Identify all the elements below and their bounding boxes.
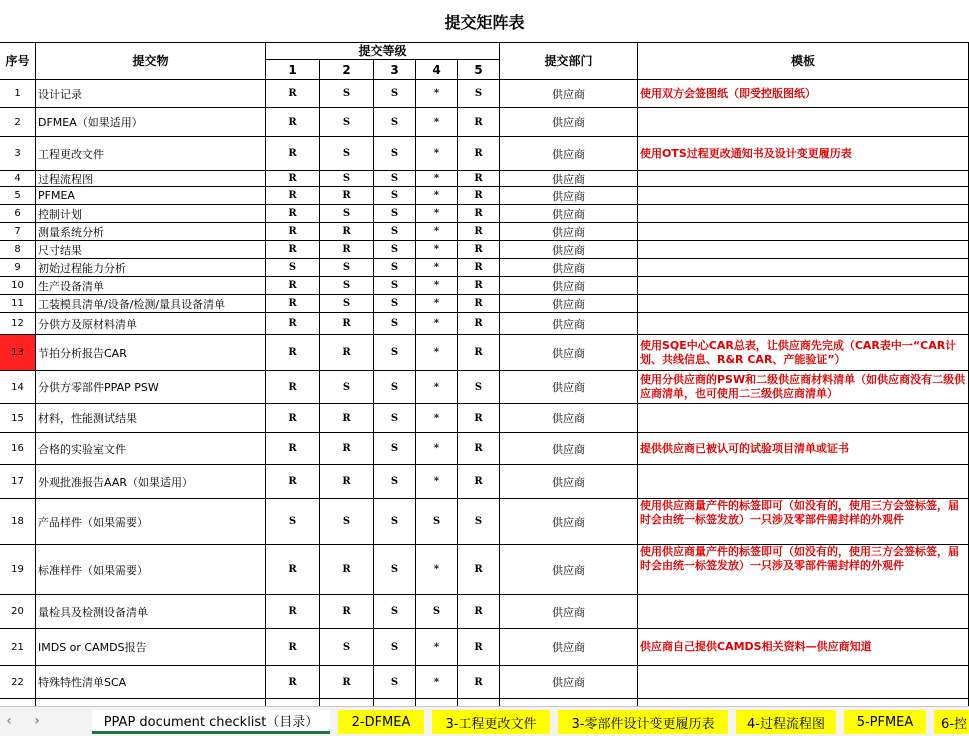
- grade-cell[interactable]: S: [458, 80, 500, 108]
- grade-cell[interactable]: R: [458, 595, 500, 629]
- grade-cell[interactable]: R: [266, 295, 320, 313]
- sheet-tab[interactable]: 3-工程更改文件: [432, 710, 550, 734]
- row-template[interactable]: 使用分供应商的PSW和二级供应商材料清单（如供应商没有二级供应商清单，也可使用二三级供应商清单）: [638, 371, 969, 404]
- grade-cell[interactable]: S: [320, 205, 374, 223]
- row-item[interactable]: PFMEA: [36, 187, 266, 205]
- grade-cell[interactable]: *: [416, 433, 458, 465]
- row-number[interactable]: 17: [0, 465, 36, 499]
- grade-cell[interactable]: S: [374, 545, 416, 595]
- grade-cell[interactable]: R: [266, 335, 320, 371]
- grade-cell[interactable]: S: [374, 465, 416, 499]
- row-number[interactable]: 14: [0, 371, 36, 404]
- grade-cell[interactable]: S: [374, 205, 416, 223]
- grade-cell[interactable]: R: [266, 277, 320, 295]
- header-level-2[interactable]: 2: [320, 60, 374, 80]
- row-template[interactable]: [638, 205, 969, 223]
- grade-cell[interactable]: R: [458, 465, 500, 499]
- row-item[interactable]: DFMEA（如果适用）: [36, 108, 266, 137]
- header-item[interactable]: 提交物: [36, 42, 266, 80]
- grade-cell[interactable]: S: [374, 80, 416, 108]
- grade-cell[interactable]: R: [458, 295, 500, 313]
- grade-cell[interactable]: R: [458, 545, 500, 595]
- row-dept[interactable]: 供应商: [500, 241, 638, 259]
- grade-cell[interactable]: R: [320, 335, 374, 371]
- row-item[interactable]: 标准样件（如果需要）: [36, 545, 266, 595]
- row-item[interactable]: 外观批准报告AAR（如果适用）: [36, 465, 266, 499]
- row-item[interactable]: 特殊特性清单SCA: [36, 666, 266, 699]
- row-number[interactable]: 13: [0, 335, 36, 371]
- grade-cell[interactable]: S: [374, 137, 416, 171]
- row-number[interactable]: 22: [0, 666, 36, 699]
- grade-cell[interactable]: R: [266, 187, 320, 205]
- grade-cell[interactable]: *: [416, 108, 458, 137]
- grade-cell[interactable]: *: [416, 171, 458, 187]
- row-item[interactable]: 设计记录: [36, 80, 266, 108]
- header-level-1[interactable]: 1: [266, 60, 320, 80]
- row-dept[interactable]: 供应商: [500, 595, 638, 629]
- row-dept[interactable]: 供应商: [500, 545, 638, 595]
- grade-cell[interactable]: S: [266, 259, 320, 277]
- row-number[interactable]: 8: [0, 241, 36, 259]
- grade-cell[interactable]: R: [320, 223, 374, 241]
- row-dept[interactable]: 供应商: [500, 499, 638, 545]
- header-level-3[interactable]: 3: [374, 60, 416, 80]
- row-dept[interactable]: 供应商: [500, 205, 638, 223]
- row-template[interactable]: 使用供应商量产件的标签即可（如没有的，使用三方会签标签，届时会由统一标签发放）一只涉及零部件需封样的外观件: [638, 499, 969, 545]
- grade-cell[interactable]: R: [266, 241, 320, 259]
- row-template[interactable]: [638, 666, 969, 699]
- header-level-5[interactable]: 5: [458, 60, 500, 80]
- grade-cell[interactable]: R: [320, 545, 374, 595]
- row-number[interactable]: 21: [0, 629, 36, 666]
- grade-cell[interactable]: *: [416, 404, 458, 433]
- sheet-tab[interactable]: 3-零部件设计变更履历表: [558, 710, 728, 734]
- tab-prev-icon[interactable]: ‹: [6, 713, 12, 729]
- grade-cell[interactable]: S: [374, 295, 416, 313]
- row-item[interactable]: 量检具及检测设备清单: [36, 595, 266, 629]
- row-item[interactable]: IMDS or CAMDS报告: [36, 629, 266, 666]
- sheet-tab[interactable]: 2-DFMEA: [338, 710, 424, 734]
- row-number[interactable]: 18: [0, 499, 36, 545]
- grade-cell[interactable]: S: [374, 277, 416, 295]
- grade-cell[interactable]: *: [416, 465, 458, 499]
- row-dept[interactable]: 供应商: [500, 313, 638, 335]
- grade-cell[interactable]: S: [266, 499, 320, 545]
- row-item[interactable]: 合格的实验室文件: [36, 433, 266, 465]
- header-dept[interactable]: 提交部门: [500, 42, 638, 80]
- grade-cell[interactable]: R: [458, 171, 500, 187]
- grade-cell[interactable]: *: [416, 205, 458, 223]
- row-number[interactable]: 12: [0, 313, 36, 335]
- grade-cell[interactable]: R: [266, 371, 320, 404]
- row-number[interactable]: 15: [0, 404, 36, 433]
- sheet-tab-bar: [0, 706, 969, 736]
- row-template[interactable]: [638, 171, 969, 187]
- row-dept[interactable]: 供应商: [500, 666, 638, 699]
- grade-cell[interactable]: R: [320, 465, 374, 499]
- grade-cell[interactable]: *: [416, 666, 458, 699]
- row-dept[interactable]: 供应商: [500, 259, 638, 277]
- grade-cell[interactable]: *: [416, 545, 458, 595]
- grade-cell[interactable]: S: [320, 259, 374, 277]
- row-template[interactable]: [638, 404, 969, 433]
- grade-cell[interactable]: *: [416, 187, 458, 205]
- row-number[interactable]: 19: [0, 545, 36, 595]
- grade-cell[interactable]: *: [416, 137, 458, 171]
- grade-cell[interactable]: R: [266, 404, 320, 433]
- grade-cell[interactable]: S: [374, 108, 416, 137]
- row-item[interactable]: 分供方及原材料清单: [36, 313, 266, 335]
- grade-cell[interactable]: *: [416, 241, 458, 259]
- sheet-tab[interactable]: 6-控: [934, 710, 969, 734]
- grade-cell[interactable]: S: [374, 404, 416, 433]
- row-template[interactable]: [638, 108, 969, 137]
- grade-cell[interactable]: S: [374, 666, 416, 699]
- grade-cell[interactable]: R: [458, 335, 500, 371]
- grade-cell[interactable]: R: [320, 433, 374, 465]
- row-number[interactable]: 2: [0, 108, 36, 137]
- row-item[interactable]: 工程更改文件: [36, 137, 266, 171]
- header-levels[interactable]: 提交等级: [266, 42, 500, 60]
- row-dept[interactable]: 供应商: [500, 187, 638, 205]
- grade-cell[interactable]: *: [416, 371, 458, 404]
- row-number[interactable]: 16: [0, 433, 36, 465]
- row-number[interactable]: 6: [0, 205, 36, 223]
- grade-cell[interactable]: R: [320, 595, 374, 629]
- grade-cell[interactable]: S: [374, 595, 416, 629]
- grade-cell[interactable]: S: [374, 371, 416, 404]
- row-template[interactable]: 使用SQE中心CAR总表，让供应商先完成（CAR表中一“CAR计划、共线信息、R&R CAR、产能验证”）: [638, 335, 969, 371]
- grade-cell[interactable]: *: [416, 259, 458, 277]
- grade-cell[interactable]: R: [458, 108, 500, 137]
- grade-cell[interactable]: R: [320, 313, 374, 335]
- grade-cell[interactable]: *: [416, 277, 458, 295]
- grade-cell[interactable]: *: [416, 335, 458, 371]
- row-dept[interactable]: 供应商: [500, 137, 638, 171]
- row-item[interactable]: 过程流程图: [36, 171, 266, 187]
- row-dept[interactable]: 供应商: [500, 80, 638, 108]
- row-template[interactable]: [638, 277, 969, 295]
- sheet-tab[interactable]: 4-过程流程图: [736, 710, 836, 734]
- row-dept[interactable]: 供应商: [500, 335, 638, 371]
- row-number[interactable]: 10: [0, 277, 36, 295]
- grade-cell[interactable]: S: [374, 259, 416, 277]
- row-number[interactable]: 7: [0, 223, 36, 241]
- grade-cell[interactable]: *: [416, 295, 458, 313]
- grade-cell[interactable]: S: [320, 629, 374, 666]
- grade-cell[interactable]: S: [374, 313, 416, 335]
- row-template[interactable]: [638, 295, 969, 313]
- row-dept[interactable]: 供应商: [500, 295, 638, 313]
- grade-cell[interactable]: R: [266, 205, 320, 223]
- row-template[interactable]: 使用OTS过程更改通知书及设计变更履历表: [638, 137, 969, 171]
- grade-cell[interactable]: R: [458, 404, 500, 433]
- grade-cell[interactable]: R: [266, 80, 320, 108]
- grade-cell[interactable]: *: [416, 223, 458, 241]
- row-template[interactable]: [638, 313, 969, 335]
- grade-cell[interactable]: R: [266, 545, 320, 595]
- row-number[interactable]: 1: [0, 80, 36, 108]
- tab-next-icon[interactable]: ›: [34, 713, 40, 729]
- header-seq[interactable]: 序号: [0, 42, 36, 80]
- grade-cell[interactable]: R: [458, 187, 500, 205]
- sheet-tab[interactable]: 5-PFMEA: [844, 710, 926, 734]
- grade-cell[interactable]: S: [374, 223, 416, 241]
- grade-cell[interactable]: R: [266, 223, 320, 241]
- grade-cell[interactable]: R: [320, 241, 374, 259]
- row-item[interactable]: 生产设备清单: [36, 277, 266, 295]
- grade-cell[interactable]: S: [320, 137, 374, 171]
- row-item[interactable]: 测量系统分析: [36, 223, 266, 241]
- grade-cell[interactable]: R: [266, 108, 320, 137]
- row-template[interactable]: [638, 259, 969, 277]
- grade-cell[interactable]: S: [320, 80, 374, 108]
- grade-cell[interactable]: R: [266, 137, 320, 171]
- row-item[interactable]: 产品样件（如果需要）: [36, 499, 266, 545]
- sheet-tab-active[interactable]: PPAP document checklist（目录）: [92, 710, 330, 734]
- grade-cell[interactable]: R: [266, 313, 320, 335]
- row-number[interactable]: 11: [0, 295, 36, 313]
- row-dept[interactable]: 供应商: [500, 404, 638, 433]
- grade-cell[interactable]: S: [320, 371, 374, 404]
- row-item[interactable]: 节拍分析报告CAR: [36, 335, 266, 371]
- grade-cell[interactable]: R: [320, 187, 374, 205]
- grade-cell[interactable]: R: [458, 666, 500, 699]
- grade-cell[interactable]: R: [458, 205, 500, 223]
- grade-cell[interactable]: R: [458, 137, 500, 171]
- grade-cell[interactable]: S: [320, 295, 374, 313]
- grade-cell[interactable]: R: [458, 629, 500, 666]
- header-template[interactable]: 模板: [638, 42, 969, 80]
- grade-cell[interactable]: *: [416, 313, 458, 335]
- row-template[interactable]: [638, 187, 969, 205]
- grade-cell[interactable]: R: [458, 277, 500, 295]
- row-item[interactable]: 分供方零部件PPAP PSW: [36, 371, 266, 404]
- row-dept[interactable]: 供应商: [500, 465, 638, 499]
- grade-cell[interactable]: *: [416, 629, 458, 666]
- row-template[interactable]: [638, 241, 969, 259]
- grade-cell[interactable]: *: [416, 80, 458, 108]
- row-number[interactable]: 9: [0, 259, 36, 277]
- grade-cell[interactable]: R: [266, 595, 320, 629]
- grade-cell[interactable]: R: [458, 223, 500, 241]
- grade-cell[interactable]: S: [374, 187, 416, 205]
- row-template[interactable]: 提供供应商已被认可的试验项目清单或证书: [638, 433, 969, 465]
- sheet-title[interactable]: 提交矩阵表: [0, 0, 969, 43]
- row-template[interactable]: 使用供应商量产件的标签即可（如没有的，使用三方会签标签，届时会由统一标签发放）一只涉及零部件需封样的外观件: [638, 545, 969, 595]
- row-dept[interactable]: 供应商: [500, 629, 638, 666]
- row-template[interactable]: 使用双方会签图纸（即受控版图纸）: [638, 80, 969, 108]
- grade-cell[interactable]: S: [416, 595, 458, 629]
- row-dept[interactable]: 供应商: [500, 223, 638, 241]
- row-dept[interactable]: 供应商: [500, 277, 638, 295]
- row-dept[interactable]: 供应商: [500, 108, 638, 137]
- grade-cell[interactable]: R: [266, 433, 320, 465]
- row-template[interactable]: [638, 465, 969, 499]
- row-item[interactable]: 控制计划: [36, 205, 266, 223]
- row-number[interactable]: 3: [0, 137, 36, 171]
- grade-cell[interactable]: R: [458, 313, 500, 335]
- grade-cell[interactable]: R: [266, 666, 320, 699]
- grade-cell[interactable]: R: [458, 433, 500, 465]
- grade-cell[interactable]: R: [320, 404, 374, 433]
- grade-cell[interactable]: S: [320, 171, 374, 187]
- row-number[interactable]: 20: [0, 595, 36, 629]
- grade-cell[interactable]: R: [320, 666, 374, 699]
- row-item[interactable]: 工装模具清单/设备/检测/量具设备清单: [36, 295, 266, 313]
- grade-cell[interactable]: R: [266, 465, 320, 499]
- row-template[interactable]: 供应商自己提供CAMDS相关资料—供应商知道: [638, 629, 969, 666]
- grade-cell[interactable]: S: [458, 499, 500, 545]
- row-number[interactable]: 5: [0, 187, 36, 205]
- grade-cell[interactable]: R: [458, 259, 500, 277]
- grade-cell[interactable]: R: [266, 171, 320, 187]
- row-template[interactable]: [638, 595, 969, 629]
- row-item[interactable]: 尺寸结果: [36, 241, 266, 259]
- grade-cell[interactable]: S: [320, 108, 374, 137]
- grade-cell[interactable]: S: [374, 335, 416, 371]
- header-level-4[interactable]: 4: [416, 60, 458, 80]
- grade-cell[interactable]: R: [266, 629, 320, 666]
- grade-cell[interactable]: S: [320, 277, 374, 295]
- grade-cell[interactable]: R: [458, 241, 500, 259]
- row-template[interactable]: [638, 223, 969, 241]
- grade-cell[interactable]: S: [374, 433, 416, 465]
- row-item[interactable]: 材料，性能测试结果: [36, 404, 266, 433]
- grade-cell[interactable]: S: [374, 241, 416, 259]
- row-dept[interactable]: 供应商: [500, 171, 638, 187]
- grade-cell[interactable]: S: [458, 371, 500, 404]
- grade-cell[interactable]: S: [374, 499, 416, 545]
- row-dept[interactable]: 供应商: [500, 371, 638, 404]
- grade-cell[interactable]: S: [374, 171, 416, 187]
- grade-cell[interactable]: S: [374, 629, 416, 666]
- row-number[interactable]: 4: [0, 171, 36, 187]
- grade-cell[interactable]: S: [416, 499, 458, 545]
- grade-cell[interactable]: S: [320, 499, 374, 545]
- row-dept[interactable]: 供应商: [500, 433, 638, 465]
- row-item[interactable]: 初始过程能力分析: [36, 259, 266, 277]
